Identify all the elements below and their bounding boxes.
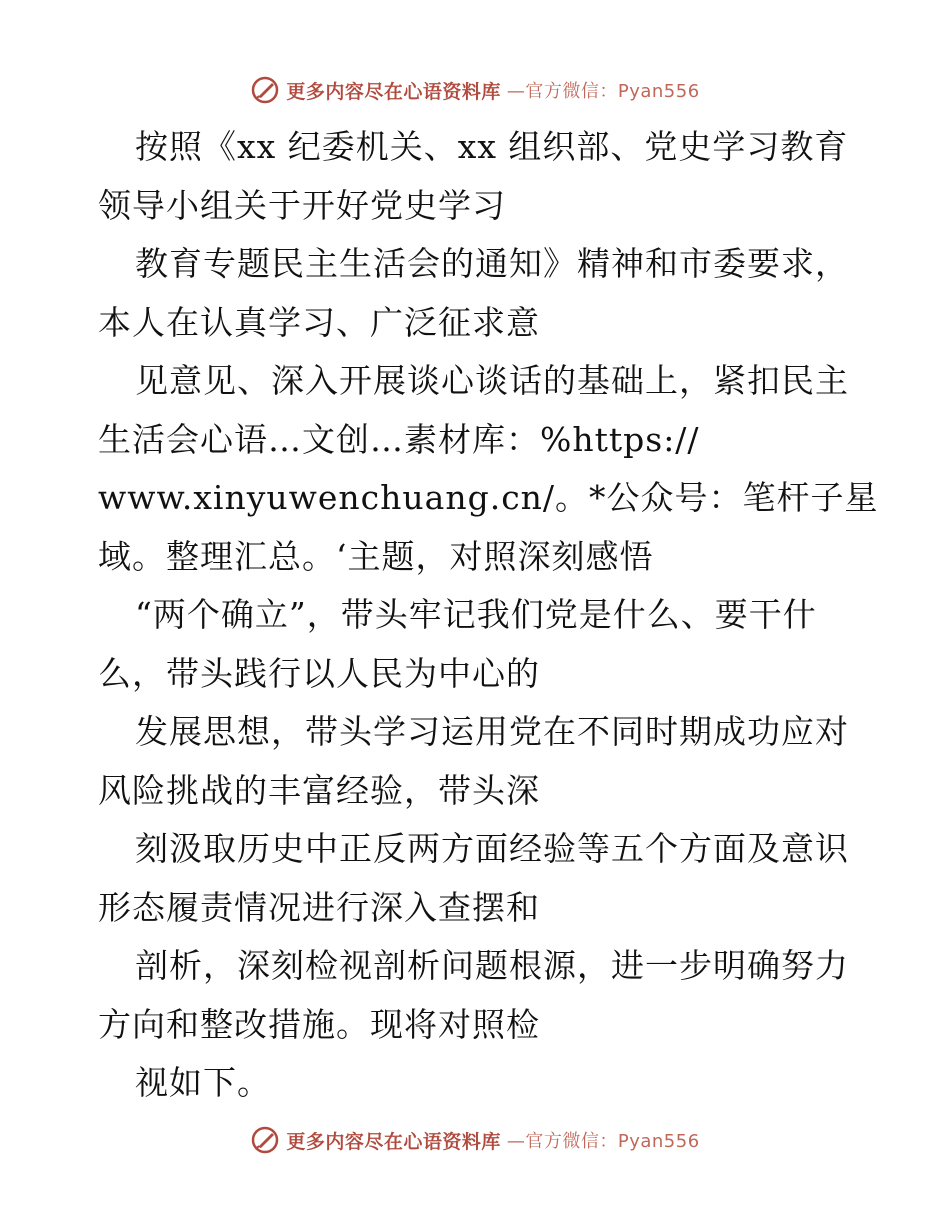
- text-line: 域。整理汇总。‘主题，对照深刻感悟: [98, 536, 654, 576]
- quill-logo-icon: [250, 1125, 280, 1155]
- header-watermark-banner: [0, 70, 950, 110]
- text-line: 刻汲取历史中正反两方面经验等五个方面及意识: [135, 829, 849, 868]
- document-body: [98, 118, 879, 1113]
- banner-sub-text: —官方微信：Pyan556: [506, 81, 700, 102]
- text-line: 教育专题民主生活会的通知》精神和市委要求，: [135, 244, 849, 283]
- banner-main-text: 更多内容尽在心语资料库: [286, 80, 501, 103]
- text-line: 生活会心语…文创…素材库：%https://: [98, 419, 700, 459]
- text-line: 领导小组关于开好党史学习: [98, 185, 506, 225]
- text-line: 见意见、深入开展谈心谈话的基础上，紧扣民主: [135, 361, 849, 400]
- text-line: 按照《xx 纪委机关、xx 组织部、党史学习教育: [135, 127, 849, 166]
- text-line: 剖析，深刻检视剖析问题根源，进一步明确努力: [135, 946, 849, 985]
- quill-logo-icon: [250, 75, 280, 105]
- text-line: 风险挑战的丰富经验，带头深: [98, 770, 540, 810]
- text-line: 方向和整改措施。现将对照检: [98, 1004, 540, 1044]
- text-line: 视如下。: [135, 1063, 271, 1102]
- text-line: www.xinyuwenchuang.cn/。*公众号：笔杆子星: [98, 478, 879, 517]
- text-line: 形态履责情况进行深入查摆和: [98, 887, 540, 927]
- text-line: 发展思想，带头学习运用党在不同时期成功应对: [135, 712, 849, 751]
- text-line: “两个确立”，带头牢记我们党是什么、要干什: [135, 595, 817, 634]
- banner-main-text: 更多内容尽在心语资料库: [286, 1130, 501, 1153]
- text-line: 么，带头践行以人民为中心的: [98, 653, 540, 693]
- footer-watermark-banner: [0, 1120, 950, 1160]
- banner-sub-text: —官方微信：Pyan556: [506, 1131, 700, 1152]
- text-line: 本人在认真学习、广泛征求意: [98, 302, 540, 342]
